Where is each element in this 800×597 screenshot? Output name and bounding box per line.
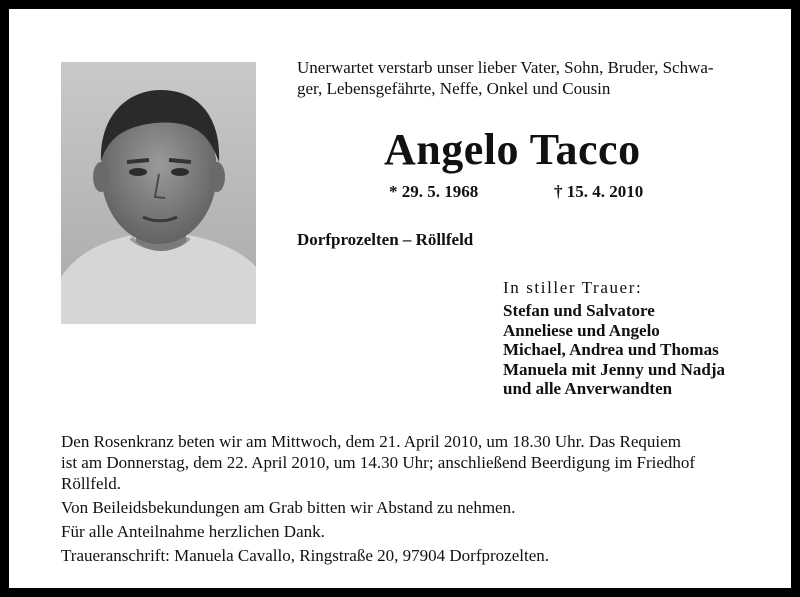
rosary-requiem-text — [61, 431, 776, 494]
condolences-text: Von Beileidsbekundungen am Grab bitten wir Abstand zu nehmen. — [61, 498, 516, 517]
deceased-name: Angelo Tacco — [384, 125, 641, 174]
portrait-image — [61, 62, 256, 324]
thanks-text: Für alle Anteilnahme herzlichen Dank. — [61, 522, 325, 541]
service-notice — [61, 431, 776, 569]
mourning-address: Traueranschrift: Manuela Cavallo, Ringstraße 20, 97904 Dorfprozelten. — [61, 546, 549, 565]
notice-line: ist am Donnerstag, dem 22. April 2010, um 14.30 Uhr; anschließend Beerdigung im Friedhof — [61, 453, 696, 472]
portrait-photo — [61, 62, 256, 324]
intro-line: ger, Lebensgefährte, Neffe, Onkel und Cousin — [297, 79, 611, 98]
birth-date: * 29. 5. 1968 — [389, 182, 479, 201]
notice-line: Den Rosenkranz beten wir am Mittwoch, dem 21. April 2010, um 18.30 Uhr. Das Requiem — [61, 432, 681, 451]
intro-line: Unerwartet verstarb unser lieber Vater, Sohn, Bruder, Schwa- — [297, 58, 714, 77]
mourners-list — [503, 301, 725, 399]
mourning-label: In stiller Trauer: — [503, 278, 643, 297]
mourner-entry: Michael, Andrea und Thomas — [503, 340, 719, 359]
mourner-entry: Anneliese und Angelo — [503, 320, 660, 340]
mourner-entry: Stefan und Salvatore — [503, 301, 655, 320]
mourner-entry: Manuela mit Jenny und Nadja — [503, 359, 725, 379]
place-of-residence: Dorfprozelten – Röllfeld — [297, 230, 474, 249]
notice-line: Röllfeld. — [61, 474, 121, 493]
intro-text — [297, 57, 767, 99]
mourner-entry: und alle Anverwandten — [503, 379, 673, 398]
death-date: † 15. 4. 2010 — [554, 182, 644, 201]
